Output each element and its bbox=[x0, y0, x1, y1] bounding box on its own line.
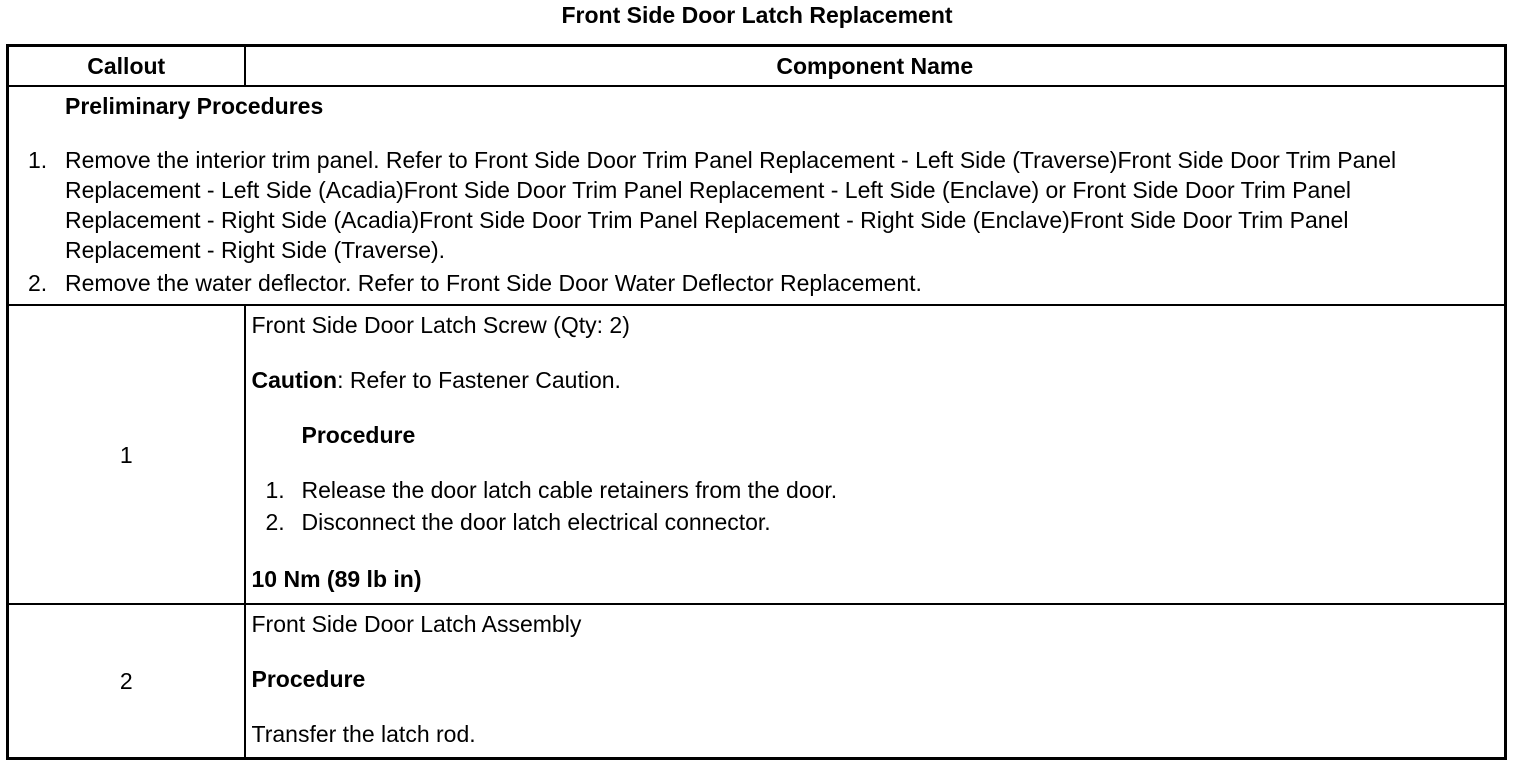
step-text: Disconnect the door latch electrical connector. bbox=[301, 509, 771, 535]
procedure-step bbox=[252, 507, 1499, 539]
preliminary-procedures-cell bbox=[8, 86, 1506, 305]
torque-spec: 10 Nm (89 lb in) bbox=[251, 566, 422, 592]
component-name: Front Side Door Latch Screw (Qty: 2) bbox=[251, 312, 630, 338]
component-cell bbox=[245, 604, 1506, 759]
procedure-heading: Procedure bbox=[301, 422, 416, 448]
component-name: Front Side Door Latch Assembly bbox=[251, 611, 582, 637]
preliminary-step bbox=[9, 268, 1504, 298]
step-number: 2. bbox=[265, 509, 285, 535]
component-cell bbox=[245, 305, 1506, 604]
step-number: 1. bbox=[28, 147, 48, 173]
step-number: 1. bbox=[265, 477, 285, 503]
preliminary-step bbox=[9, 145, 1504, 265]
preliminary-procedures-heading: Preliminary Procedures bbox=[65, 93, 324, 119]
page-title: Front Side Door Latch Replacement bbox=[561, 2, 953, 28]
callout-cell: 1 bbox=[8, 305, 245, 604]
caution-label: Caution bbox=[251, 367, 338, 393]
step-number: 2. bbox=[28, 270, 48, 296]
callout-column-header: Callout bbox=[8, 46, 245, 87]
preliminary-procedures-row bbox=[8, 86, 1506, 305]
procedure-step bbox=[252, 475, 1499, 507]
table-row bbox=[8, 604, 1506, 759]
procedure-text: Transfer the latch rod. bbox=[251, 721, 476, 747]
caution-note bbox=[252, 365, 1499, 395]
caution-text: : Refer to Fastener Caution. bbox=[337, 367, 621, 393]
procedure-steps-list bbox=[252, 475, 1499, 539]
table-row bbox=[8, 305, 1506, 604]
table-header-row bbox=[8, 46, 1506, 87]
procedure-heading: Procedure bbox=[251, 666, 366, 692]
preliminary-steps-list bbox=[9, 145, 1504, 298]
step-text: Release the door latch cable retainers from the door. bbox=[301, 477, 838, 503]
step-text: Remove the interior trim panel. Refer to Front Side Door Trim Panel Replacement - Left Side (Traverse)Front Side Door Trim Panel Replacement - Left Side (Acadia)Front Side Door Trim Panel Replacement - Left Side (Enclave) or Front Side Door Trim Panel Replacement - Right Side (Acadia)Front Side Door Trim Panel Replacement - Right Side (Enclave)Front Side Door Trim Panel Replacement - Right Side (Traverse). bbox=[65, 147, 1397, 263]
step-text: Remove the water deflector. Refer to Front Side Door Water Deflector Replacement. bbox=[65, 270, 922, 296]
procedure-table bbox=[6, 44, 1507, 760]
component-name-column-header: Component Name bbox=[245, 46, 1506, 87]
callout-cell: 2 bbox=[8, 604, 245, 759]
